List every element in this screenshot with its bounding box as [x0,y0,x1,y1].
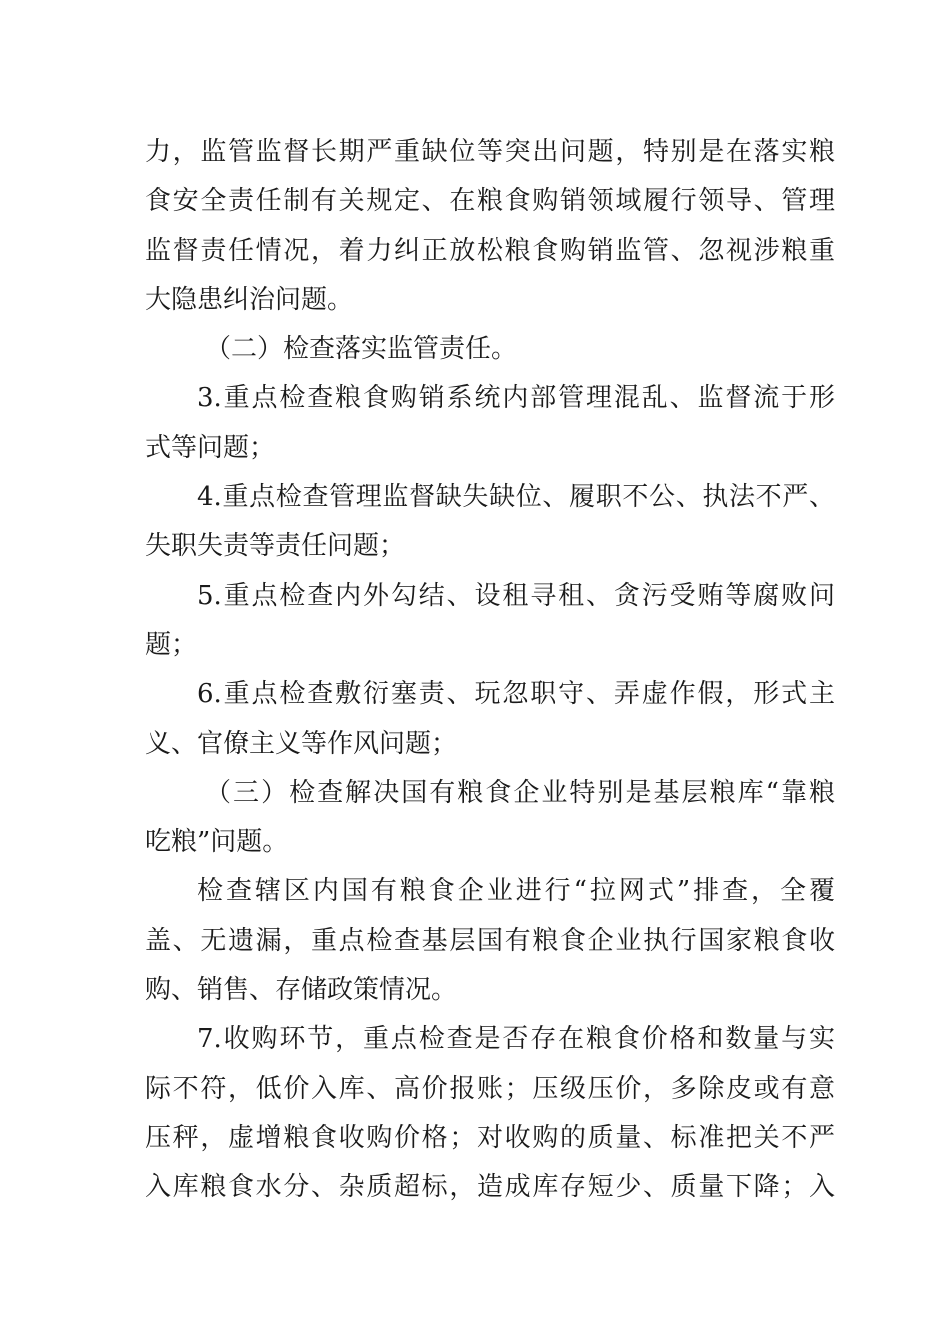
text-line: 失职失责等责任问题； [145,531,406,562]
text-line: 3.重点检查粮食购销系统内部管理混乱、监督流于形 [197,383,835,414]
text-line: 4.重点检查管理监督缺失缺位、履职不公、执法不严、 [197,482,835,513]
document-body [145,128,835,1213]
text-line: 盖、无遗漏，重点检查基层国有粮食企业执行国家粮食收 [145,925,835,956]
text-line: 大隐患纠治问题。 [145,284,354,315]
text-line: 5.重点检查内外勾结、设租寻租、贪污受贿等腐败问 [197,580,835,611]
text-line: 义、官僚主义等作风问题； [145,728,458,759]
text-line: 检查辖区内国有粮食企业进行“拉网式”排查，全覆 [197,876,835,907]
text-line: 题； [145,629,198,660]
text-line: 购、销售、存储政策情况。 [145,975,458,1006]
text-line: 食安全责任制有关规定、在粮食购销领域履行领导、管理 [145,186,835,217]
text-line: 压秤，虚增粮食收购价格；对收购的质量、标准把关不严 [145,1122,835,1153]
section-heading: （二）检查落实监管责任。 [205,334,518,365]
text-line: 监督责任情况，着力纠正放松粮食购销监管、忽视涉粮重 [145,235,835,266]
text-line: 7.收购环节，重点检查是否存在粮食价格和数量与实 [197,1024,835,1055]
text-line: 吃粮”问题。 [145,827,289,858]
text-line: 入库粮食水分、杂质超标，造成库存短少、质量下降；入 [145,1172,835,1203]
text-line: 6.重点检查敷衍塞责、玩忽职守、弄虚作假，形式主 [197,679,835,710]
text-line: 式等问题； [145,432,276,463]
section-heading: （三）检查解决国有粮食企业特别是基层粮库“靠粮 [205,777,835,808]
text-line: 际不符，低价入库、高价报账；压级压价，多除皮或有意 [145,1073,835,1104]
text-line: 力，监管监督长期严重缺位等突出问题，特别是在落实粮 [145,137,835,167]
